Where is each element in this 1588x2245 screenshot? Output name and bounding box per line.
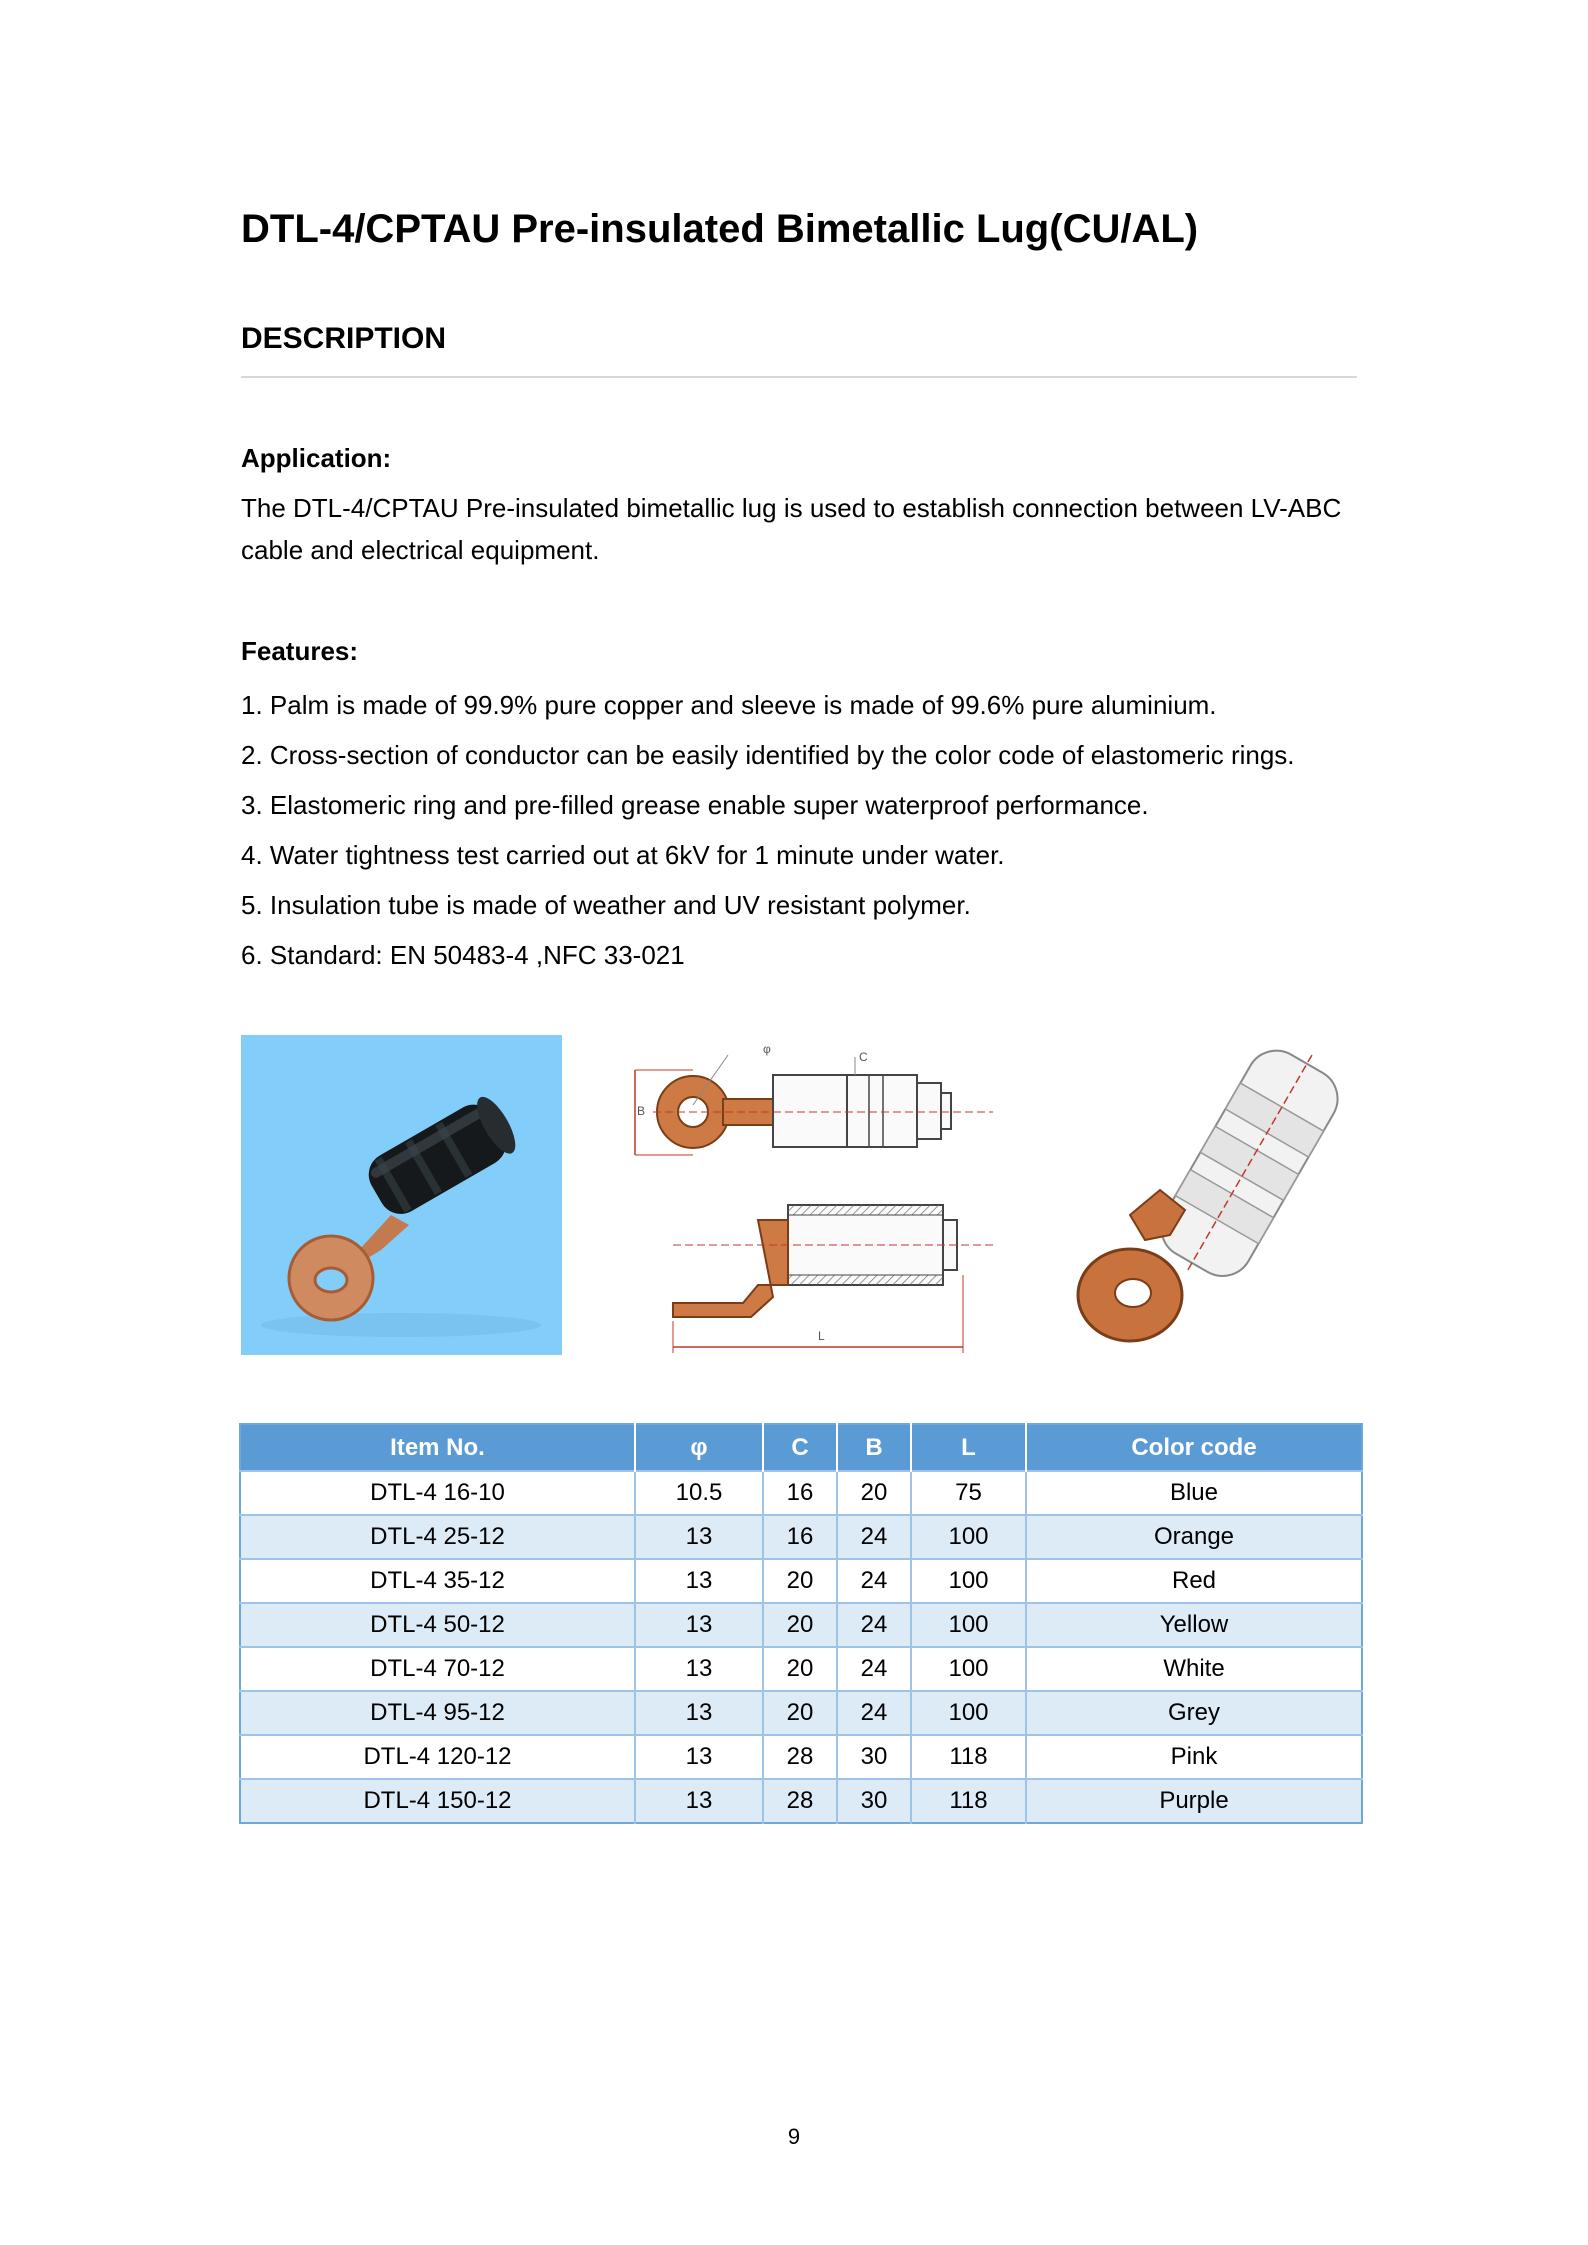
color-code-cell: Yellow	[1026, 1603, 1362, 1647]
b-cell: 30	[837, 1779, 911, 1823]
item-no-cell: DTL-4 150-12	[240, 1779, 635, 1823]
page-number: 9	[787, 2124, 801, 2149]
phi-cell: 13	[635, 1559, 763, 1603]
item-no-cell: DTL-4 16-10	[240, 1471, 635, 1515]
b-cell: 24	[837, 1603, 911, 1647]
item-no-cell: DTL-4 25-12	[240, 1515, 635, 1559]
application-text: The DTL-4/CPTAU Pre-insulated bimetallic lug is used to establish connection between LV-ABC cable and electrical equipment.	[241, 493, 1342, 565]
l-cell: 100	[911, 1603, 1026, 1647]
column-header-phi: φ	[635, 1424, 763, 1471]
item-no-cell: DTL-4 35-12	[240, 1559, 635, 1603]
c-cell: 20	[763, 1691, 837, 1735]
color-code-cell: Grey	[1026, 1691, 1362, 1735]
dimension-label-phi: φ	[763, 1042, 771, 1056]
table-row	[240, 1559, 1362, 1603]
table-row	[240, 1603, 1362, 1647]
b-cell: 24	[837, 1647, 911, 1691]
c-cell: 20	[763, 1559, 837, 1603]
feature-item: 4. Water tightness test carried out at 6kV for 1 minute under water.	[241, 840, 1005, 870]
dimension-label-l: L	[818, 1329, 825, 1343]
feature-item: 5. Insulation tube is made of weather and UV resistant polymer.	[241, 890, 971, 920]
table-row	[240, 1735, 1362, 1779]
item-no-cell: DTL-4 120-12	[240, 1735, 635, 1779]
table-row	[240, 1515, 1362, 1559]
dimension-label-c: C	[859, 1050, 868, 1064]
b-cell: 30	[837, 1735, 911, 1779]
table-row	[240, 1779, 1362, 1823]
technical-drawing	[633, 1035, 1007, 1355]
b-cell: 24	[837, 1515, 911, 1559]
color-code-cell: Red	[1026, 1559, 1362, 1603]
phi-cell: 13	[635, 1779, 763, 1823]
section-divider	[241, 376, 1357, 378]
phi-cell: 13	[635, 1647, 763, 1691]
c-cell: 20	[763, 1647, 837, 1691]
l-cell: 100	[911, 1647, 1026, 1691]
page-title: DTL-4/CPTAU Pre-insulated Bimetallic Lug(CU/AL)	[241, 207, 1199, 251]
column-header-c: C	[763, 1424, 837, 1471]
item-no-cell: DTL-4 95-12	[240, 1691, 635, 1735]
item-no-cell: DTL-4 50-12	[240, 1603, 635, 1647]
description-heading: DESCRIPTION	[241, 322, 447, 355]
features-list	[241, 680, 1295, 980]
l-cell: 100	[911, 1559, 1026, 1603]
table-row	[240, 1471, 1362, 1515]
table-header-row	[240, 1424, 1362, 1471]
table-row	[240, 1647, 1362, 1691]
feature-item: 1. Palm is made of 99.9% pure copper and sleeve is made of 99.6% pure aluminium.	[241, 690, 1217, 720]
b-cell: 24	[837, 1559, 911, 1603]
l-cell: 75	[911, 1471, 1026, 1515]
color-code-cell: White	[1026, 1647, 1362, 1691]
l-cell: 118	[911, 1735, 1026, 1779]
color-code-cell: Pink	[1026, 1735, 1362, 1779]
column-header-l: L	[911, 1424, 1026, 1471]
product-render	[1075, 1035, 1365, 1355]
l-cell: 100	[911, 1691, 1026, 1735]
c-cell: 16	[763, 1471, 837, 1515]
phi-cell: 13	[635, 1735, 763, 1779]
color-code-cell: Blue	[1026, 1471, 1362, 1515]
phi-cell: 13	[635, 1603, 763, 1647]
item-no-cell: DTL-4 70-12	[240, 1647, 635, 1691]
feature-item: 2. Cross-section of conductor can be easily identified by the color code of elastomeric rings.	[241, 740, 1295, 770]
phi-cell: 10.5	[635, 1471, 763, 1515]
b-cell: 20	[837, 1471, 911, 1515]
application-heading: Application:	[241, 443, 392, 473]
column-header-b: B	[837, 1424, 911, 1471]
c-cell: 28	[763, 1779, 837, 1823]
column-header-color-code: Color code	[1026, 1424, 1362, 1471]
c-cell: 28	[763, 1735, 837, 1779]
phi-cell: 13	[635, 1691, 763, 1735]
color-code-cell: Purple	[1026, 1779, 1362, 1823]
spec-table	[239, 1423, 1363, 1824]
color-code-cell: Orange	[1026, 1515, 1362, 1559]
phi-cell: 13	[635, 1515, 763, 1559]
column-header-item-no: Item No.	[240, 1424, 635, 1471]
table-row	[240, 1691, 1362, 1735]
product-photo	[241, 1035, 562, 1355]
c-cell: 20	[763, 1603, 837, 1647]
l-cell: 100	[911, 1515, 1026, 1559]
dimension-label-b: B	[637, 1104, 646, 1118]
feature-item: 3. Elastomeric ring and pre-filled grease enable super waterproof performance.	[241, 790, 1149, 820]
b-cell: 24	[837, 1691, 911, 1735]
l-cell: 118	[911, 1779, 1026, 1823]
c-cell: 16	[763, 1515, 837, 1559]
feature-item: 6. Standard: EN 50483-4 ,NFC 33-021	[241, 940, 685, 970]
features-heading: Features:	[241, 636, 359, 666]
